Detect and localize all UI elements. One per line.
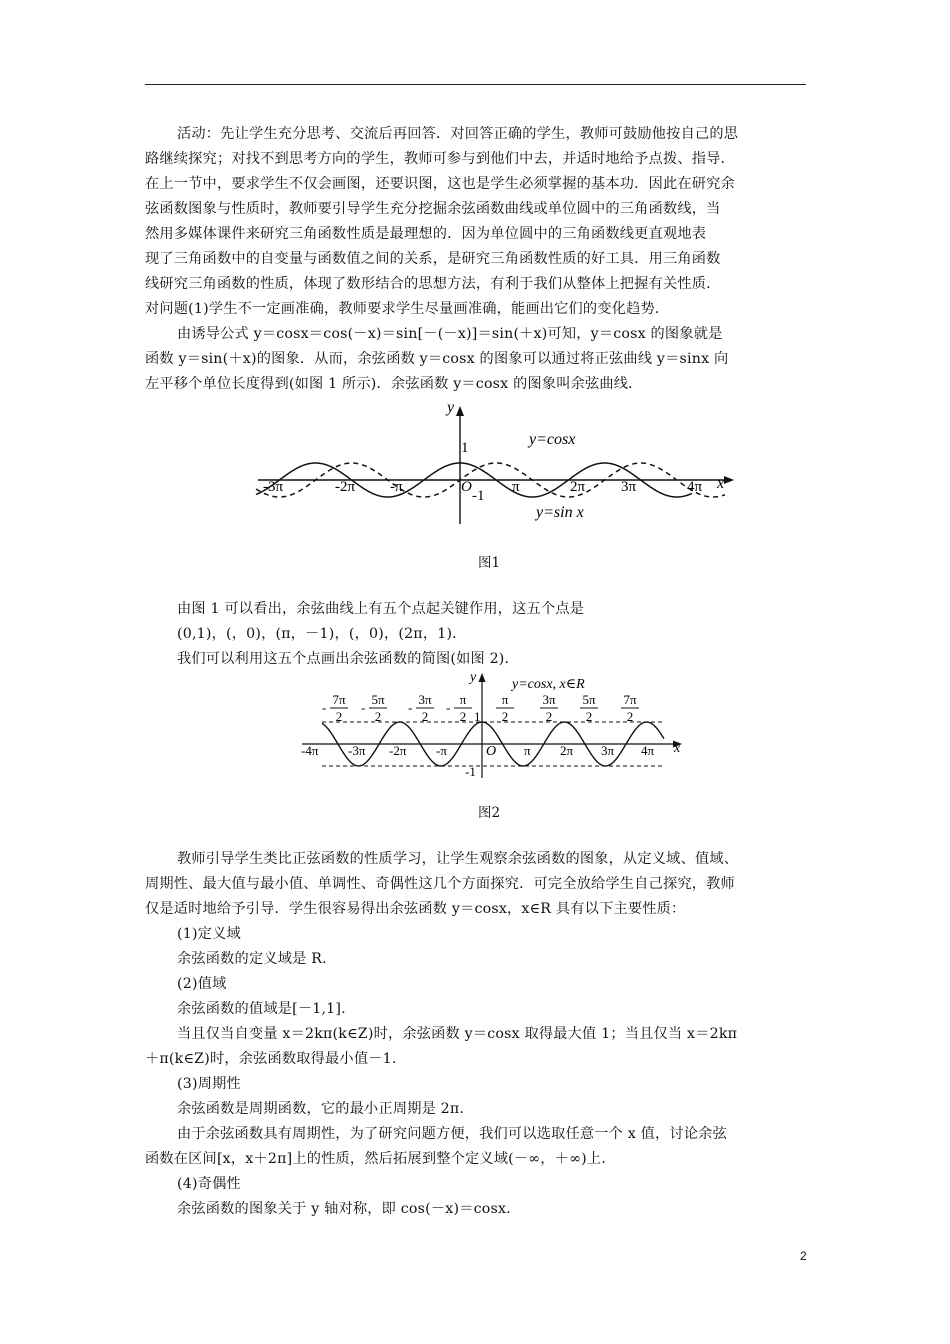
fraction-denominator: 2 [501, 709, 509, 724]
text-line: 仅是适时地给予引导．学生很容易得出余弦函数 y＝cosx，x∈R 具有以下主要性质： [145, 901, 686, 917]
fraction-sign: - [446, 700, 451, 715]
x-tick: π [512, 479, 520, 495]
fraction-numerator: 3π [542, 692, 556, 707]
text-line: 由诱导公式 y＝cosx＝cos(－x)＝sin[－(－x)]＝sin(＋x)可知，y＝cosx 的图象就是 [177, 326, 723, 342]
y-tick-1: 1 [474, 709, 481, 724]
property-heading: (3)周期性 [177, 1076, 241, 1092]
text-line: 对问题(1)学生不一定画准确，教师要求学生尽量画准确，能画出它们的变化趋势． [145, 301, 670, 317]
fraction-label [446, 692, 472, 724]
x-tick: -4π [301, 743, 319, 758]
y-tick-minus-1: -1 [465, 764, 476, 779]
property-text: 函数在区间[x，x＋2π]上的性质，然后拓展到整个定义域(－∞，＋∞)上. [145, 1151, 606, 1167]
x-tick: 4π [687, 479, 703, 495]
x-tick: π [524, 743, 531, 758]
text-line: 弦函数图象与性质时，教师要引导学生充分挖掘余弦函数曲线或单位圆中的三角函数线，当 [145, 201, 721, 217]
sin-label: y=sin x [536, 504, 584, 521]
property-text: ＋π(k∈Z)时，余弦函数取得最小值－1. [145, 1051, 397, 1067]
fraction-denominator: 2 [626, 709, 634, 724]
fraction-sign: - [408, 700, 413, 715]
origin-label: O [461, 479, 472, 495]
text-line: 线研究三角函数的性质，体现了数形结合的思想方法，有利于我们从整体上把握有关性质． [145, 276, 721, 292]
x-tick: -π [436, 743, 447, 758]
fraction-label [408, 692, 434, 724]
x-tick: -3π [348, 743, 366, 758]
x-tick: 3π [601, 743, 615, 758]
property-text: 余弦函数的定义域是 R. [177, 951, 327, 967]
text-line: 在上一节中，要求学生不仅会画图，还要识图，这也是学生必须掌握的基本功．因此在研究余 [145, 176, 735, 192]
fraction-numerator: 3π [418, 692, 432, 707]
x-tick: 2π [560, 743, 574, 758]
x-axis-label: x [674, 741, 681, 756]
text-line: 我们可以利用这五个点画出余弦函数的简图(如图 2)． [177, 651, 519, 667]
fraction-numerator: 5π [371, 692, 385, 707]
y-axis-arrow [479, 673, 486, 682]
property-text: 余弦函数的图象关于 y 轴对称，即 cos(－x)＝cosx. [177, 1201, 511, 1217]
figure-2-caption: 图2 [478, 805, 501, 821]
fraction-denominator: 2 [421, 709, 429, 724]
fraction-sign: - [361, 700, 366, 715]
cos-label: y=cosx [529, 431, 576, 448]
y-tick-1: 1 [461, 440, 469, 456]
fraction-numerator: 5π [582, 692, 596, 707]
text-line: 由图 1 可以看出，余弦曲线上有五个点起关键作用，这五个点是 [177, 601, 585, 617]
y-axis-label: y [470, 670, 477, 685]
property-text: 当且仅当自变量 x＝2kπ(k∈Z)时，余弦函数 y＝cosx 取得最大值 1；当且仅当 x＝2kπ [177, 1026, 738, 1042]
text-line: 周期性、最大值与最小值、单调性、奇偶性这几个方面探究．可完全放给学生自己探究，教师 [145, 876, 735, 892]
fraction-label [322, 692, 348, 724]
y-tick-minus-1: -1 [472, 488, 485, 504]
x-axis-label: x [717, 475, 725, 492]
fraction-denominator: 2 [459, 709, 467, 724]
text-line: 现了三角函数中的自变量与函数值之间的关系，是研究三角函数性质的好工具．用三角函数 [145, 251, 721, 267]
property-text: 由于余弦函数具有周期性，为了研究问题方便，我们可以选取任意一个 x 值，讨论余弦 [177, 1126, 727, 1142]
fraction-denominator: 2 [335, 709, 343, 724]
property-text: 余弦函数是周期函数，它的最小正周期是 2π. [177, 1101, 465, 1117]
fraction-denominator: 2 [585, 709, 593, 724]
text-line: 教师引导学生类比正弦函数的性质学习，让学生观察余弦函数的图象，从定义域、值域、 [177, 851, 739, 867]
x-tick: -2π [389, 743, 407, 758]
x-tick: 3π [621, 479, 637, 495]
fraction-label [540, 692, 558, 724]
x-tick: 4π [641, 743, 655, 758]
figure-1-caption: 图1 [478, 555, 501, 571]
property-heading: (4)奇偶性 [177, 1176, 241, 1192]
origin-label: O [486, 744, 497, 759]
x-tick: -2π [335, 479, 356, 495]
fraction-numerator: 7π [332, 692, 346, 707]
x-tick: -π [390, 479, 403, 495]
property-heading: (1)定义域 [177, 926, 241, 942]
property-text: 余弦函数的值域是[－1,1]. [177, 1001, 346, 1017]
page-number: 2 [800, 1249, 807, 1263]
property-heading: (2)值域 [177, 976, 227, 992]
x-tick: -3π [263, 479, 284, 495]
function-label: y=cosx, x∈R [512, 677, 585, 692]
fraction-denominator: 2 [545, 709, 553, 724]
text-line: (0,1)，(，0)，(π，－1)，(，0)，(2π，1)． [177, 626, 467, 642]
fraction-denominator: 2 [374, 709, 382, 724]
fraction-numerator: π [501, 692, 509, 707]
fraction-sign: - [322, 700, 327, 715]
fraction-label [496, 692, 514, 724]
text-line: 活动：先让学生充分思考、交流后再回答．对回答正确的学生，教师可鼓励他按自己的思 [177, 126, 739, 142]
fraction-numerator: π [459, 692, 467, 707]
fraction-numerator: 7π [623, 692, 637, 707]
fraction-label [621, 692, 639, 724]
fraction-label [580, 692, 598, 724]
y-axis-label: y [447, 399, 455, 416]
text-line: 函数 y＝sin(＋x)的图象．从而，余弦函数 y＝cosx 的图象可以通过将正弦曲线 y＝sinx 向 [145, 351, 729, 367]
text-line: 左平移个单位长度得到(如图 1 所示)．余弦函数 y＝cosx 的图象叫余弦曲线． [145, 376, 643, 392]
x-tick: 2π [570, 479, 586, 495]
text-line: 然用多媒体课件来研究三角函数性质是最理想的．因为单位圆中的三角函数线更直观地表 [145, 226, 707, 242]
fraction-label [361, 692, 387, 724]
text-line: 路继续探究；对找不到思考方向的学生，教师可参与到他们中去，并适时地给予点拨、指导． [145, 151, 735, 167]
